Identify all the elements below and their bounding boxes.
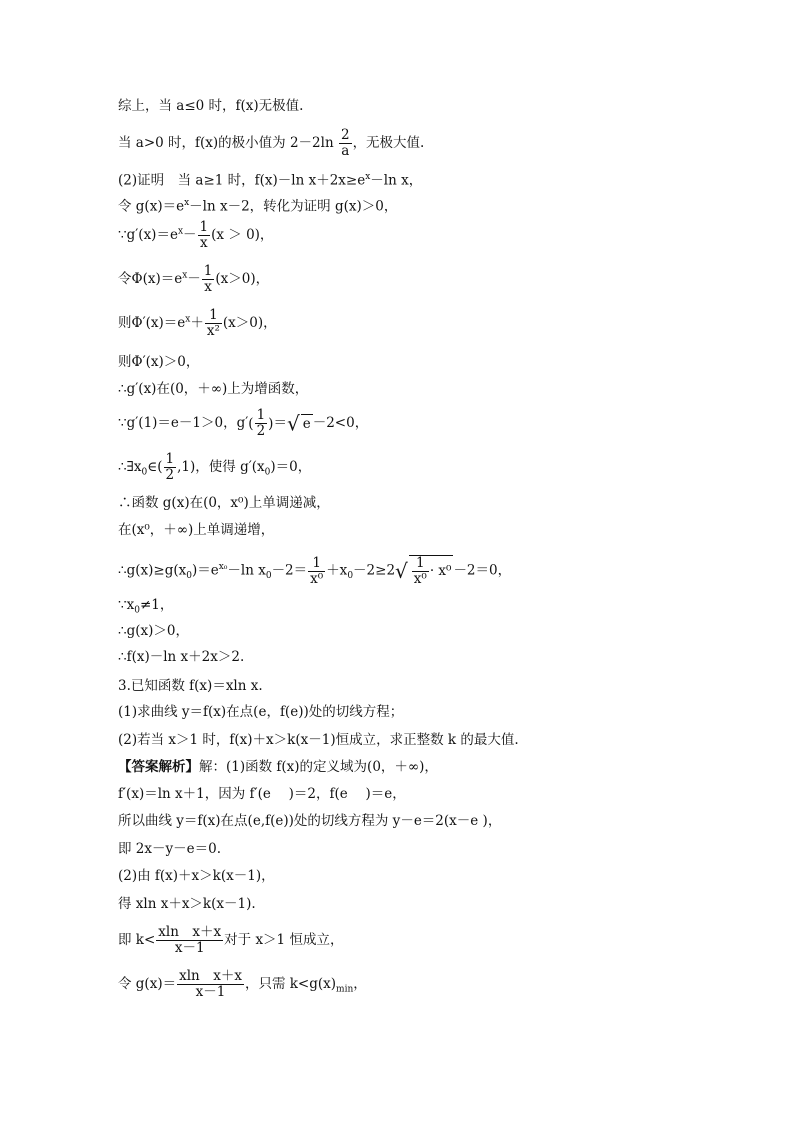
text: ，无极大值. (352, 135, 425, 151)
text-line: $\because x_0\ne 1$， (118, 597, 174, 616)
text-line: ∴g′(x)在(0，＋∞)上为增函数， (118, 381, 309, 397)
text-line: 即 2x－y－e＝0. (118, 841, 221, 857)
answer-label: 【答案解析】 (118, 759, 199, 775)
text-line: 所以曲线 y＝f(x)在点(e,f(e))处的切线方程为 y－e＝2(x－e )， (118, 813, 502, 829)
text-line: 即 k< $\frac{\text{xln x＋x}}{x-1}$ 对于 x＞1 恒成立， (118, 924, 344, 956)
text-line: 令$\Phi(x)=e^x-$ $\frac{1}{x}$ (x＞0)， (118, 263, 270, 295)
text-line: (1)求曲线 y＝f(x)在点(e，f(e))处的切线方程； (118, 704, 404, 720)
text-line: f′(x)＝ln x＋1，因为 f′(e )＝2，f(e )＝e， (118, 786, 406, 802)
fraction: $\frac{1}{\text{x⁰}}$ (413, 555, 427, 587)
text-line: $\therefore g(x)\ge g(x_0)=e^{x_0}-\ln$ $x_0-2=$ $\frac{1}{\text{x⁰}}$ $+x_0-2\ge 2√$ $\frac{1}{\text{x⁰}}$ · x⁰ －2＝0， (118, 554, 512, 587)
text-line: $\therefore\exists x_0\in$( $\frac{1}{2}$ ,1)，使得 $g'(x_0)=0$， (118, 451, 312, 483)
text-line: 【答案解析】解：(1)函数 f(x)的定义域为(0，＋∞)， (118, 759, 438, 775)
text-line: (2)由 f(x)＋x＞k(x－1)， (118, 868, 275, 884)
text-line (118, 97, 303, 115)
text-line: ∴函数 g(x)在(0，x⁰)上单调递减， (118, 495, 330, 511)
sqrt-icon: √ (286, 411, 300, 436)
text-line: (2)若当 x＞1 时，f(x)＋x＞k(x－1)恒成立，求正整数 k 的最大值. (118, 732, 519, 748)
fraction: $\frac{2}{a}$ (340, 127, 350, 159)
fraction: $\frac{\text{xln x＋x}}{x-1}$ (158, 924, 222, 956)
text-line: 3.已知函数 f(x)＝xln x. (118, 678, 263, 694)
text: 综上，当 a≤0 时，f(x)无极值. (118, 98, 304, 114)
text-line: $\because g'(x)=e^x-$ $\frac{1}{x}$ (x ＞ 0)， (118, 219, 274, 251)
text-line: 则Φ′(x)＞0， (118, 354, 200, 370)
sqrt-icon: √ (395, 559, 408, 583)
fraction: $\frac{1}{x}$ (203, 263, 213, 295)
text-line: ∵g′(1)＝e－1＞0，g′( $\frac{1}{2}$ )＝√ e －2<0， (118, 407, 369, 439)
fraction: $\frac{1}{\text{x²}}$ (206, 307, 220, 339)
text-line: ∴f(x)－ln x＋2x＞2. (118, 649, 245, 665)
text-line: 令 g(x)＝ $\frac{\text{xln x＋x}}{x-1}$ ，只需 $k<g(x)_{min}$， (118, 968, 367, 1000)
fraction: $\frac{1}{2}$ (165, 451, 175, 483)
text-line: 得 xln x＋x＞k(x－1). (118, 896, 256, 912)
fraction: $\frac{1}{x}$ (199, 219, 209, 251)
text-line: 令 $g(x)=e^x-\ln$ x－2，转化为证明 g(x)＞0， (118, 198, 398, 215)
text-line (118, 128, 424, 159)
text: 当 a>0 时，f(x)的极小值为 2－2ln (118, 135, 334, 151)
fraction: $\frac{1}{2}$ (256, 407, 266, 439)
fraction: $\frac{\text{xln x＋x}}{x-1}$ (179, 968, 242, 1000)
text-line: ∴g(x)＞0， (118, 623, 189, 639)
text-line: 在(x⁰，＋∞)上单调递增， (118, 522, 275, 538)
text-line: (2)证明 当 a≥1 时，f(x)－ln $x+2x\ge e^x-\ln$ x， (118, 172, 423, 189)
fraction: $\frac{1}{\text{x⁰}}$ (310, 554, 324, 587)
text-line: 则$\Phi'(x)=e^x+$ $\frac{1}{\text{x²}}$ (x＞0)， (118, 307, 277, 339)
